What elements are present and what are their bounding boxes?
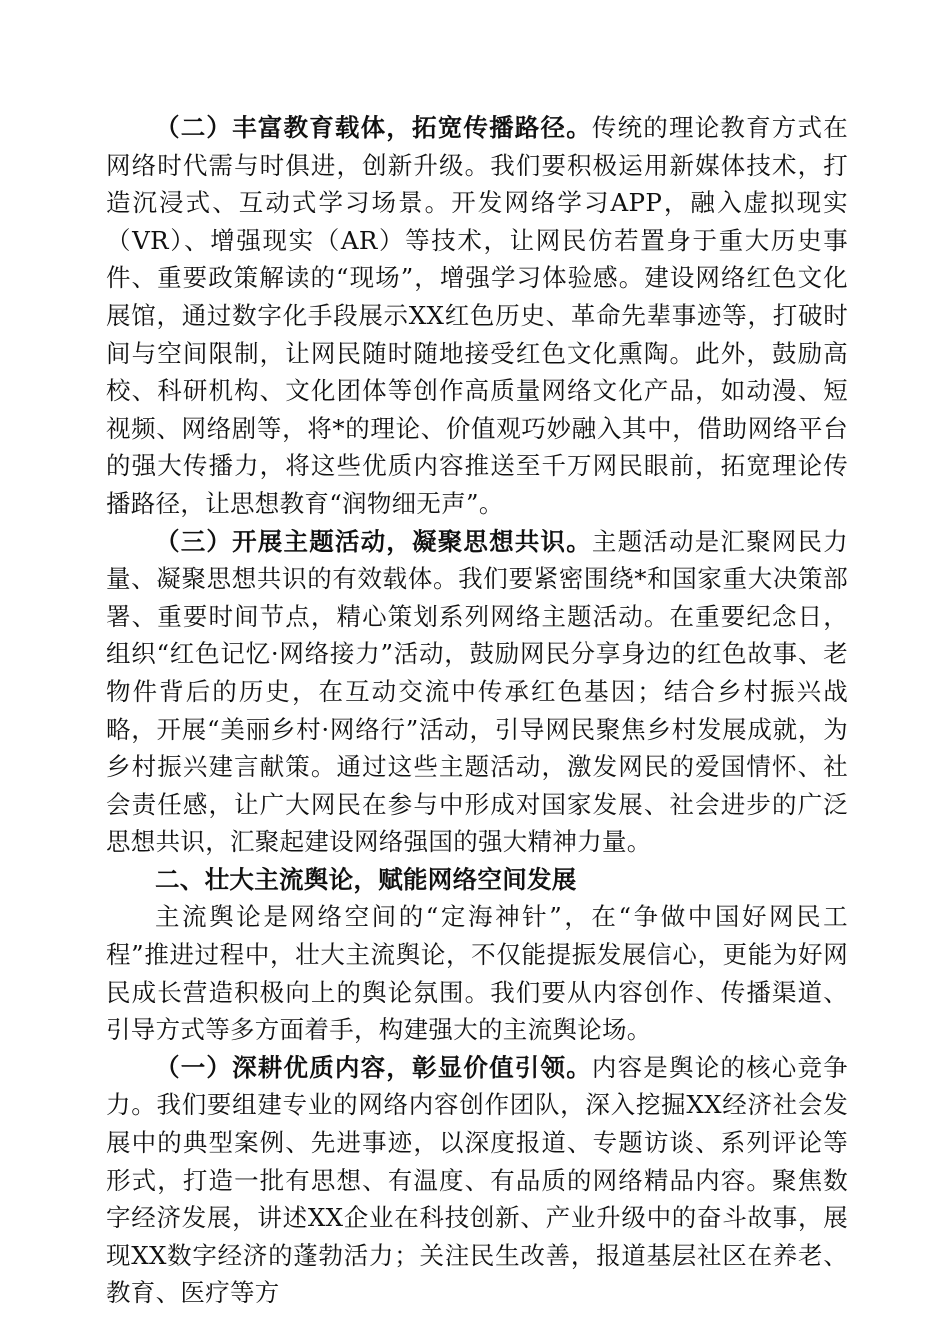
paragraph-education-carriers bbox=[106, 109, 848, 523]
paragraph-heading: （一）深耕优质内容，彰显价值引领。 bbox=[155, 1052, 592, 1082]
paragraph-theme-activities bbox=[106, 523, 848, 861]
paragraph-text: 主流舆论是网络空间的“定海神针”，在“争做中国好网民工程”推进过程中，壮大主流舆论，不仅能提振发展信心，更能为好网民成长营造积极向上的舆论氛围。我们要从内容创作、传播渠道、引导方式等多方面着手，构建强大的主流舆论场。 bbox=[106, 902, 848, 1045]
paragraph-text: 内容是舆论的核心竞争力。我们要组建专业的网络内容创作团队，深入挖掘XX经济社会发展中的典型案例、先进事迹，以深度报道、专题访谈、系列评论等形式，打造一批有思想、有温度、有品质的网络精品内容。聚焦数字经济发展，讲述XX企业在科技创新、产业升级中的奋斗故事，展现XX数字经济的蓬勃活力；关注民生改善，报道基层社区在养老、教育、医疗等方 bbox=[106, 1052, 849, 1308]
paragraph-text: 主题活动是汇聚网民力量、凝聚思想共识的有效载体。我们要紧密围绕*和国家重大决策部署、重要时间节点，精心策划系列网络主题活动。在重要纪念日，组织“红色记忆·网络接力”活动，鼓励网民分享身边的红色故事、老物件背后的历史，在互动交流中传承红色基因；结合乡村振兴战略，开展“美丽乡村·网络行”活动，引导网民聚焦乡村发展成就，为乡村振兴建言献策。通过这些主题活动，激发网民的爱国情怀、社会责任感，让广大网民在参与中形成对国家发展、社会进步的广泛思想共识，汇聚起建设网络强国的强大精神力量。 bbox=[106, 526, 849, 857]
document-body bbox=[106, 109, 848, 1312]
paragraph-quality-content bbox=[106, 1049, 848, 1312]
paragraph-text: 传统的理论教育方式在网络时代需与时俱进，创新升级。我们要积极运用新媒体技术，打造沉浸式、互动式学习场景。开发网络学习APP，融入虚拟现实（VR）、增强现实（AR）等技术，让网民仿若置身于重大历史事件、重要政策解读的“现场”，增强学习体验感。建设网络红色文化展馆，通过数字化手段展示XX红色历史、革命先辈事迹等，打破时间与空间限制，让网民随时随地接受红色文化熏陶。此外，鼓励高校、科研机构、文化团体等创作高质量网络文化产品，如动漫、短视频、网络剧等，将*的理论、价值观巧妙融入其中，借助网络平台的强大传播力，将这些优质内容推送至千万网民眼前，拓宽理论传播路径，让思想教育“润物细无声”。 bbox=[106, 113, 849, 518]
paragraph-heading: （三）开展主题活动，凝聚思想共识。 bbox=[155, 526, 592, 556]
section-heading: 二、壮大主流舆论，赋能网络空间发展 bbox=[155, 864, 577, 894]
paragraph-mainstream-opinion bbox=[106, 898, 848, 1048]
paragraph-heading: （二）丰富教育载体，拓宽传播路径。 bbox=[155, 113, 592, 142]
